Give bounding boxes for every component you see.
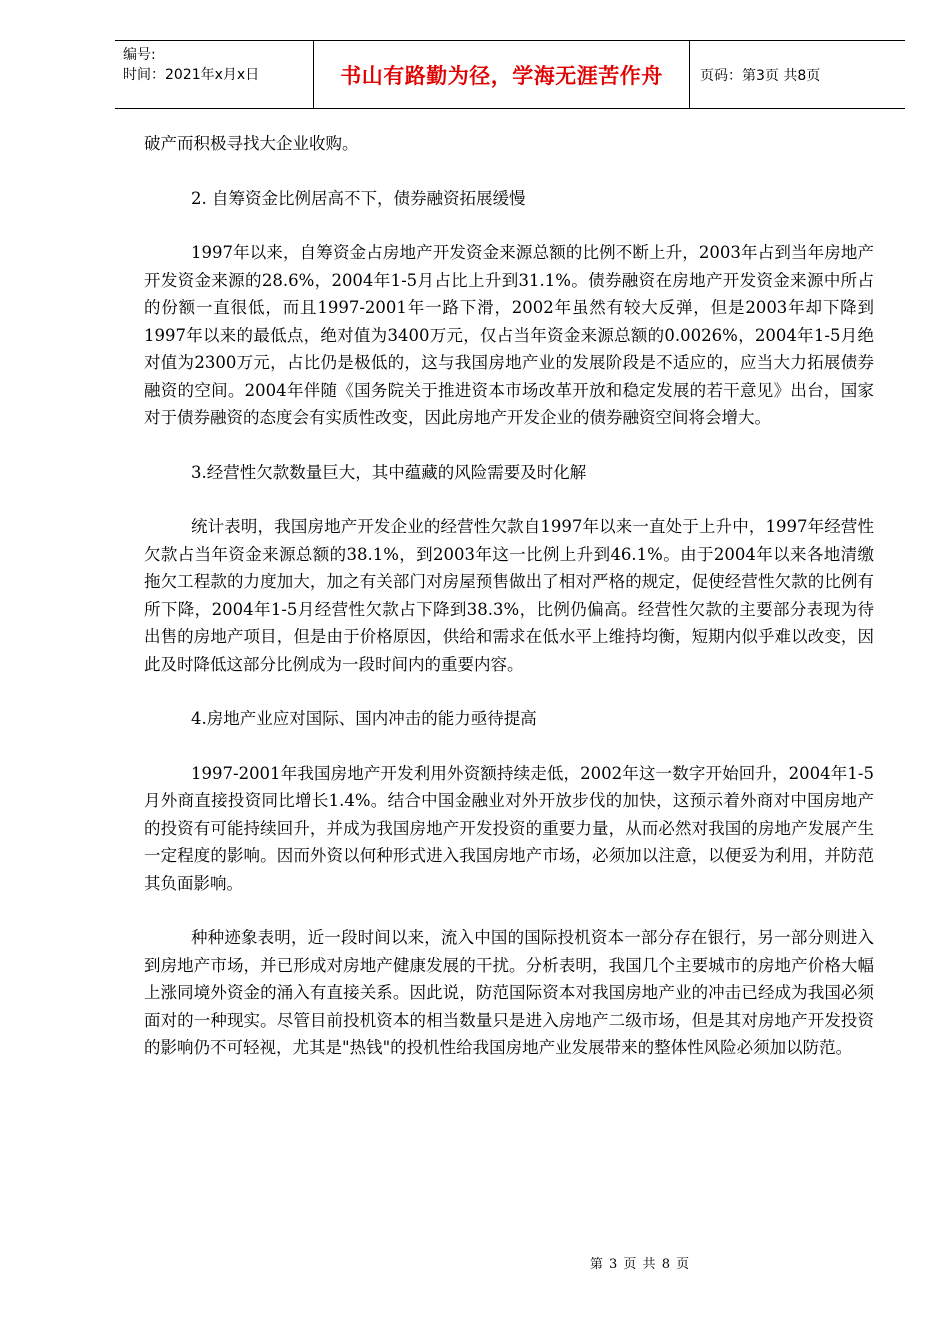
code-label: 编号: — [123, 47, 156, 63]
page-header — [115, 40, 905, 109]
paragraph-5: 种种迹象表明，近一段时间以来，流入中国的国际投机资本一部分存在银行，另一部分则进入到房地产市场，并已形成对房地产健康发展的干扰。分析表明，我国几个主要城市的房地产价格大幅上涨同境外资金的涌入有直接关系。因此说，防范国际资本对我国房地产业的冲击已经成为我国必须面对的一种现实。尽管目前投机资本的相当数量只是进入房地产二级市场，但是其对房地产开发投资的影响仍不可轻视，尤其是"热钱"的投机性给我国房地产业发展带来的整体性风险必须加以防范。 — [144, 928, 874, 1057]
time-label: 时间：2021年x月x日 — [123, 67, 260, 83]
section-heading-3: 3.经营性欠款数量巨大，其中蕴藏的风险需要及时化解 — [191, 462, 587, 482]
header-motto: 书山有路勤为径，学海无涯苦作舟 — [314, 41, 690, 108]
paragraph-continuation: 破产而积极寻找大企业收购。 — [144, 134, 359, 153]
paragraph-3: 统计表明，我国房地产开发企业的经营性欠款自1997年以来一直处于上升中，1997年经营性欠款占当年资金来源总额的38.1%，到2003年这一比例上升到46.1%。由于2004年以来各地清缴拖欠工程款的力度加大，加之有关部门对房屋预售做出了相对严格的规定，促使经营性欠款的比例有所下降，2004年1-5月经营性欠款占下降到38.3%，比例仍偏高。经营性欠款的主要部分表现为待出售的房地产项目，但是由于价格原因，供给和需求在低水平上维持均衡，短期内似乎难以改变，因此及时降低这部分比例成为一段时间内的重要内容。 — [144, 517, 874, 674]
header-meta — [115, 41, 314, 108]
paragraph-4: 1997-2001年我国房地产开发利用外资额持续走低，2002年这一数字开始回升，2004年1-5月外商直接投资同比增长1.4%。结合中国金融业对外开放步伐的加快，这预示着外商对中国房地产的投资有可能持续回升，并成为我国房地产开发投资的重要力量，从而必然对我国的房地产发展产生一定程度的影响。因而外资以何种形式进入我国房地产市场，必须加以注意，以便妥为利用，并防范其负面影响。 — [144, 763, 874, 893]
section-heading-4: 4.房地产业应对国际、国内冲击的能力亟待提高 — [191, 709, 537, 728]
paragraph-2: 1997年以来，自筹资金占房地产开发资金来源总额的比例不断上升，2003年占到当年房地产开发资金来源的28.6%，2004年1-5月占比上升到31.1%。债券融资在房地产开发资金来源中所占的份额一直很低，而且1997-2001年一路下滑，2002年虽然有较大反弹，但是2003年却下降到1997年以来的最低点，绝对值为3400万元，仅占当年资金来源总额的0.0026%，2004年1-5月绝对值为2300万元，占比仍是极低的，这与我国房地产业的发展阶段是不适应的，应当大力拓展债券融资的空间。2004年伴随《国务院关于推进资本市场改革开放和稳定发展的若干意见》出台，国家对于债券融资的态度会有实质性改变，因此房地产开发企业的债券融资空间将会增大。 — [144, 243, 874, 427]
document-body — [144, 130, 874, 1062]
section-heading-2: 2. 自筹资金比例居高不下，债券融资拓展缓慢 — [191, 188, 526, 208]
header-page-number: 页码：第3页 共8页 — [700, 67, 821, 84]
page-footer: 第 3 页 共 8 页 — [589, 1257, 691, 1272]
